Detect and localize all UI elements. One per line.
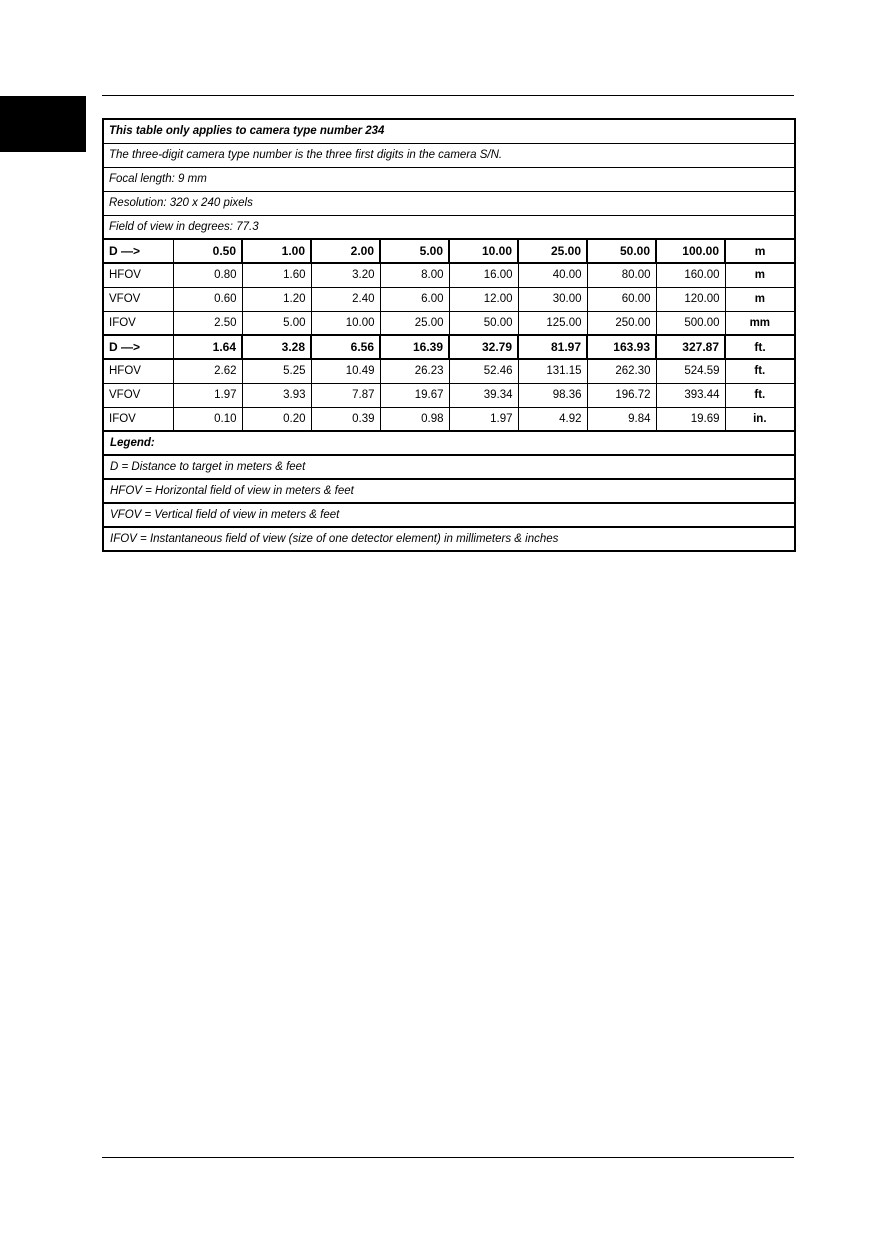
row-label: VFOV — [103, 383, 173, 407]
info-row-fov — [103, 215, 795, 239]
value-cell: 125.00 — [518, 311, 587, 335]
value-cell: 52.46 — [449, 359, 518, 383]
unit-cell: m — [725, 287, 795, 311]
value-cell: 26.23 — [380, 359, 449, 383]
value-cell: 5.00 — [242, 311, 311, 335]
value-cell: 16.00 — [449, 263, 518, 287]
table-title: This table only applies to camera type number 234 — [103, 119, 795, 143]
chapter-tab-marker — [0, 96, 86, 152]
value-cell: 0.80 — [173, 263, 242, 287]
value-cell: 80.00 — [587, 263, 656, 287]
legend-item: D = Distance to target in meters & feet — [103, 455, 795, 479]
value-cell: 32.79 — [449, 335, 518, 359]
legend-item: HFOV = Horizontal field of view in meters & feet — [103, 479, 795, 503]
value-cell: 0.10 — [173, 407, 242, 431]
footer-rule — [102, 1157, 794, 1158]
resolution: Resolution: 320 x 240 pixels — [103, 191, 795, 215]
camera-fov-table — [102, 118, 796, 552]
value-cell: 0.20 — [242, 407, 311, 431]
value-cell: 120.00 — [656, 287, 725, 311]
value-cell: 0.50 — [173, 239, 242, 263]
value-cell: 60.00 — [587, 287, 656, 311]
value-cell: 6.00 — [380, 287, 449, 311]
metric-hfov-row — [103, 263, 795, 287]
value-cell: 2.50 — [173, 311, 242, 335]
value-cell: 2.62 — [173, 359, 242, 383]
value-cell: 10.00 — [449, 239, 518, 263]
unit-cell: in. — [725, 407, 795, 431]
value-cell: 25.00 — [518, 239, 587, 263]
value-cell: 327.87 — [656, 335, 725, 359]
legend-item: VFOV = Vertical field of view in meters & feet — [103, 503, 795, 527]
value-cell: 39.34 — [449, 383, 518, 407]
info-row-focal — [103, 167, 795, 191]
unit-cell: ft. — [725, 335, 795, 359]
unit-cell: m — [725, 263, 795, 287]
value-cell: 10.00 — [311, 311, 380, 335]
row-label: VFOV — [103, 287, 173, 311]
value-cell: 3.20 — [311, 263, 380, 287]
value-cell: 19.69 — [656, 407, 725, 431]
value-cell: 100.00 — [656, 239, 725, 263]
value-cell: 1.64 — [173, 335, 242, 359]
value-cell: 196.72 — [587, 383, 656, 407]
value-cell: 0.98 — [380, 407, 449, 431]
value-cell: 0.60 — [173, 287, 242, 311]
legend-title: Legend: — [103, 431, 795, 455]
value-cell: 1.60 — [242, 263, 311, 287]
value-cell: 262.30 — [587, 359, 656, 383]
metric-ifov-row — [103, 311, 795, 335]
unit-cell: m — [725, 239, 795, 263]
value-cell: 3.93 — [242, 383, 311, 407]
value-cell: 25.00 — [380, 311, 449, 335]
value-cell: 3.28 — [242, 335, 311, 359]
row-label: IFOV — [103, 311, 173, 335]
value-cell: 393.44 — [656, 383, 725, 407]
value-cell: 50.00 — [587, 239, 656, 263]
info-row-resolution — [103, 191, 795, 215]
info-row-note — [103, 143, 795, 167]
row-label: HFOV — [103, 263, 173, 287]
value-cell: 5.25 — [242, 359, 311, 383]
row-label: HFOV — [103, 359, 173, 383]
value-cell: 1.97 — [449, 407, 518, 431]
unit-cell: ft. — [725, 383, 795, 407]
type-number-note: The three-digit camera type number is the three first digits in the camera S/N. — [103, 143, 795, 167]
value-cell: 30.00 — [518, 287, 587, 311]
metric-distance-row — [103, 239, 795, 263]
legend-item-row — [103, 455, 795, 479]
value-cell: 163.93 — [587, 335, 656, 359]
legend-item-row — [103, 527, 795, 551]
legend-item-row — [103, 479, 795, 503]
imperial-distance-row — [103, 335, 795, 359]
value-cell: 524.59 — [656, 359, 725, 383]
imperial-hfov-row — [103, 359, 795, 383]
focal-length: Focal length: 9 mm — [103, 167, 795, 191]
imperial-vfov-row — [103, 383, 795, 407]
legend-title-row — [103, 431, 795, 455]
legend-item: IFOV = Instantaneous field of view (size of one detector element) in millimeters & inches — [103, 527, 795, 551]
value-cell: 50.00 — [449, 311, 518, 335]
field-of-view: Field of view in degrees: 77.3 — [103, 215, 795, 239]
legend-item-row — [103, 503, 795, 527]
value-cell: 16.39 — [380, 335, 449, 359]
value-cell: 160.00 — [656, 263, 725, 287]
header-rule — [102, 95, 794, 96]
value-cell: 10.49 — [311, 359, 380, 383]
value-cell: 8.00 — [380, 263, 449, 287]
value-cell: 131.15 — [518, 359, 587, 383]
value-cell: 250.00 — [587, 311, 656, 335]
value-cell: 81.97 — [518, 335, 587, 359]
row-label: IFOV — [103, 407, 173, 431]
value-cell: 1.20 — [242, 287, 311, 311]
value-cell: 500.00 — [656, 311, 725, 335]
value-cell: 9.84 — [587, 407, 656, 431]
value-cell: 1.97 — [173, 383, 242, 407]
value-cell: 98.36 — [518, 383, 587, 407]
value-cell: 12.00 — [449, 287, 518, 311]
value-cell: 1.00 — [242, 239, 311, 263]
value-cell: 0.39 — [311, 407, 380, 431]
value-cell: 2.40 — [311, 287, 380, 311]
info-row-title — [103, 119, 795, 143]
value-cell: 6.56 — [311, 335, 380, 359]
row-label: D —> — [103, 239, 173, 263]
value-cell: 19.67 — [380, 383, 449, 407]
value-cell: 5.00 — [380, 239, 449, 263]
row-label: D —> — [103, 335, 173, 359]
imperial-ifov-row — [103, 407, 795, 431]
value-cell: 4.92 — [518, 407, 587, 431]
metric-vfov-row — [103, 287, 795, 311]
value-cell: 40.00 — [518, 263, 587, 287]
value-cell: 2.00 — [311, 239, 380, 263]
value-cell: 7.87 — [311, 383, 380, 407]
unit-cell: mm — [725, 311, 795, 335]
unit-cell: ft. — [725, 359, 795, 383]
